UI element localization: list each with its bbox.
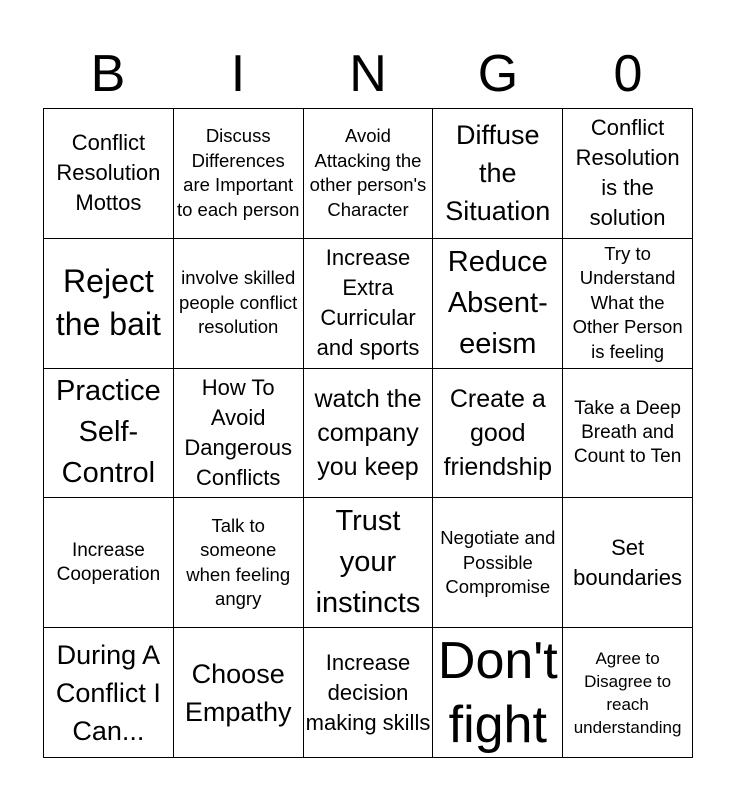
cell-text: Create a good friendship — [443, 384, 552, 481]
cell-text: Avoid Attacking the other person's Character — [309, 125, 427, 220]
header-letter-n: N — [349, 45, 387, 103]
bingo-cell[interactable] — [174, 498, 304, 628]
bingo-cell[interactable] — [304, 239, 434, 369]
header-letter-i: I — [230, 45, 246, 103]
cell-text: During A Conflict I Can... — [55, 639, 161, 746]
cell-text: watch the company you keep — [314, 384, 422, 481]
header-letter-b: B — [90, 45, 126, 103]
header-letter-g: G — [477, 45, 519, 103]
cell-text: Conflict Resolution Mottos — [56, 130, 161, 216]
cell-text: How To Avoid Dangerous Conflicts — [184, 374, 293, 490]
bingo-cell[interactable] — [433, 369, 563, 499]
cell-text: Diffuse the Situation — [445, 120, 551, 227]
bingo-grid — [43, 108, 693, 758]
bingo-cell[interactable] — [433, 109, 563, 239]
bingo-cell[interactable] — [563, 109, 693, 239]
bingo-cell[interactable] — [304, 109, 434, 239]
bingo-cell[interactable] — [433, 498, 563, 628]
bingo-cell[interactable] — [304, 628, 434, 758]
cell-text: Talk to someone when feeling angry — [186, 514, 291, 610]
bingo-cell[interactable] — [433, 628, 563, 758]
cell-text: involve skilled people conflict resolution — [179, 267, 298, 338]
header-letter-o: 0 — [613, 45, 643, 103]
cell-text: Reduce Absent- eeism — [447, 245, 548, 360]
bingo-cell[interactable] — [44, 369, 174, 499]
cell-text: Increase decision making skills — [305, 649, 431, 735]
bingo-cell[interactable] — [44, 109, 174, 239]
bingo-cell[interactable] — [44, 239, 174, 369]
bingo-cell[interactable] — [433, 239, 563, 369]
cell-text: Negotiate and Possible Compromise — [440, 527, 556, 598]
bingo-cell[interactable] — [304, 498, 434, 628]
cell-text: Discuss Differences are Important to each person — [176, 125, 300, 220]
cell-text: Increase Extra Curricular and sports — [316, 245, 420, 361]
cell-text: Reject the bait — [55, 263, 161, 343]
cell-text: Take a Deep Breath and Count to Ten — [573, 397, 682, 467]
cell-text: Trust your instincts — [315, 505, 421, 620]
cell-text: Practice Self- Control — [56, 375, 161, 490]
bingo-cell[interactable] — [174, 369, 304, 499]
cell-text: Don't fight — [437, 631, 558, 754]
bingo-cell[interactable] — [44, 498, 174, 628]
bingo-cell[interactable] — [304, 369, 434, 499]
bingo-cell[interactable] — [563, 498, 693, 628]
bingo-header — [43, 40, 693, 108]
cell-text: Increase Cooperation — [56, 539, 161, 585]
bingo-cell[interactable] — [174, 239, 304, 369]
bingo-cell[interactable] — [174, 109, 304, 239]
bingo-cell[interactable] — [174, 628, 304, 758]
bingo-cell[interactable] — [563, 239, 693, 369]
cell-text: Try to Understand What the Other Person is feeling — [572, 242, 683, 362]
cell-text: Choose Empathy — [184, 658, 292, 727]
cell-text: Set boundaries — [573, 534, 683, 590]
bingo-cell[interactable] — [44, 628, 174, 758]
cell-text: Conflict Resolution is the solution — [575, 115, 680, 231]
bingo-cell[interactable] — [563, 369, 693, 499]
bingo-cell[interactable] — [563, 628, 693, 758]
cell-text: Agree to Disagree to reach understanding — [573, 648, 682, 737]
